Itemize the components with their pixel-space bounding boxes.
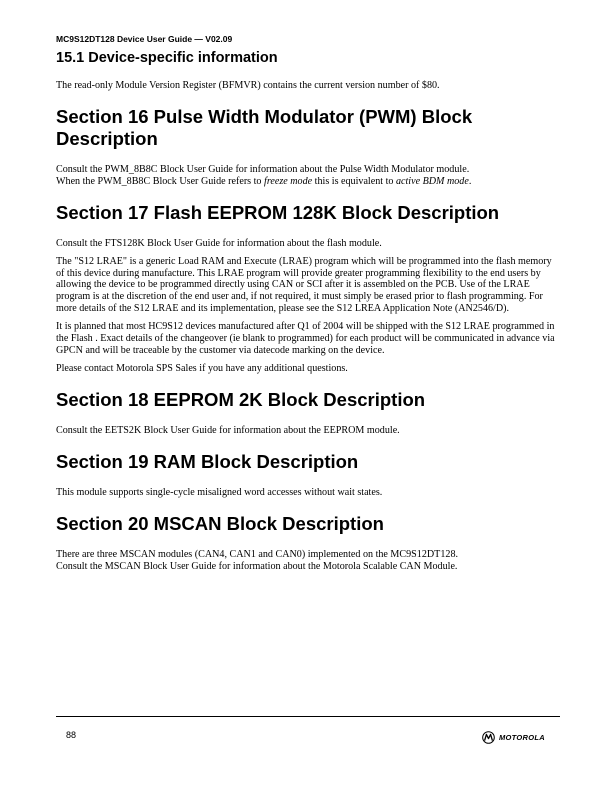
section-16-heading (56, 106, 560, 150)
section-17 (56, 202, 560, 375)
section-16-paragraph (56, 164, 560, 188)
section-20 (56, 513, 560, 573)
section-16 (56, 106, 560, 188)
page-number: 88 (66, 730, 77, 740)
section-18-heading: Section 18 EEPROM 2K Block Description (56, 388, 426, 410)
section-16-p1-line2-a: When the PWM_8B8C Block User Guide refers to (56, 175, 265, 187)
section-18-paragraph: Consult the EETS2K Block User Guide for information about the EEPROM module. (56, 424, 400, 436)
footer-rule (56, 716, 560, 717)
page-content (56, 50, 560, 578)
section-20-line1: There are three MSCAN modules (CAN4, CAN1 and CAN0) implemented on the MC9S12DT128. (56, 548, 459, 560)
freeze-mode-term: freeze mode (264, 175, 313, 187)
section-20-paragraph (56, 549, 560, 573)
section-18 (56, 389, 560, 437)
section-17-heading: Section 17 Flash EEPROM 128K Block Description (56, 201, 500, 223)
motorola-logo (482, 731, 545, 744)
section-17-paragraph-4: Please contact Motorola SPS Sales if you have any additional questions. (56, 362, 348, 374)
active-bdm-mode-term: active BDM mode (395, 175, 469, 187)
section-16-p1-line1: Consult the PWM_8B8C Block User Guide for information about the Pulse Width Modulator module. (56, 163, 470, 175)
section-16-p1-line2-b: this is equivalent to (312, 175, 396, 187)
section-15-1-paragraph: The read-only Module Version Register (BFMVR) contains the current version number of $80. (56, 80, 440, 91)
section-17-paragraph-2: The "S12 LRAE" is a generic Load RAM and Execute (LRAE) program which will be programmed into the flash memory of this device during manufacture. This LRAE program will provide greater programming flexibility to the end users by allowing the device to be programmed directly using CAN or SCI after it is assembled on the PCB. Use of the LRAE program is at the discretion of the end user and, if not required, it must simply be erased prior to flash programming. For more details of the S12 LRAE and its implementation, please see the S12 LREA Application Note (AN2546/D). (56, 255, 552, 315)
motorola-logo-text: MOTOROLA (499, 733, 546, 742)
section-19-heading: Section 19 RAM Block Description (56, 450, 359, 472)
section-15-1-heading: 15.1 Device-specific information (56, 50, 278, 66)
section-17-paragraph-3: It is planned that most HC9S12 devices manufactured after Q1 of 2004 will be shipped with the S12 LRAE programmed in the Flash . Exact details of the changeover (ie blank to programmed) for each product will be communicated in advance via GPCN and will be traceable by the customer via datecode marking on the device. (56, 321, 555, 356)
section-19-paragraph: This module supports single-cycle misaligned word accesses without wait states. (56, 486, 383, 498)
motorola-batwing-icon (482, 731, 495, 744)
section-16-p1-line2-c: . (468, 175, 472, 187)
section-19 (56, 451, 560, 499)
section-16-heading-line2: Description (56, 127, 158, 149)
section-17-paragraph-1: Consult the FTS128K Block User Guide for information about the flash module. (56, 237, 382, 249)
section-20-line2: Consult the MSCAN Block User Guide for information about the Motorola Scalable CAN Module. (56, 560, 458, 572)
section-20-heading: Section 20 MSCAN Block Description (56, 512, 384, 534)
section-16-heading-line1: Section 16 Pulse Width Modulator (PWM) Block (56, 105, 473, 127)
running-header: MC9S12DT128 Device User Guide — V02.09 (56, 34, 233, 44)
